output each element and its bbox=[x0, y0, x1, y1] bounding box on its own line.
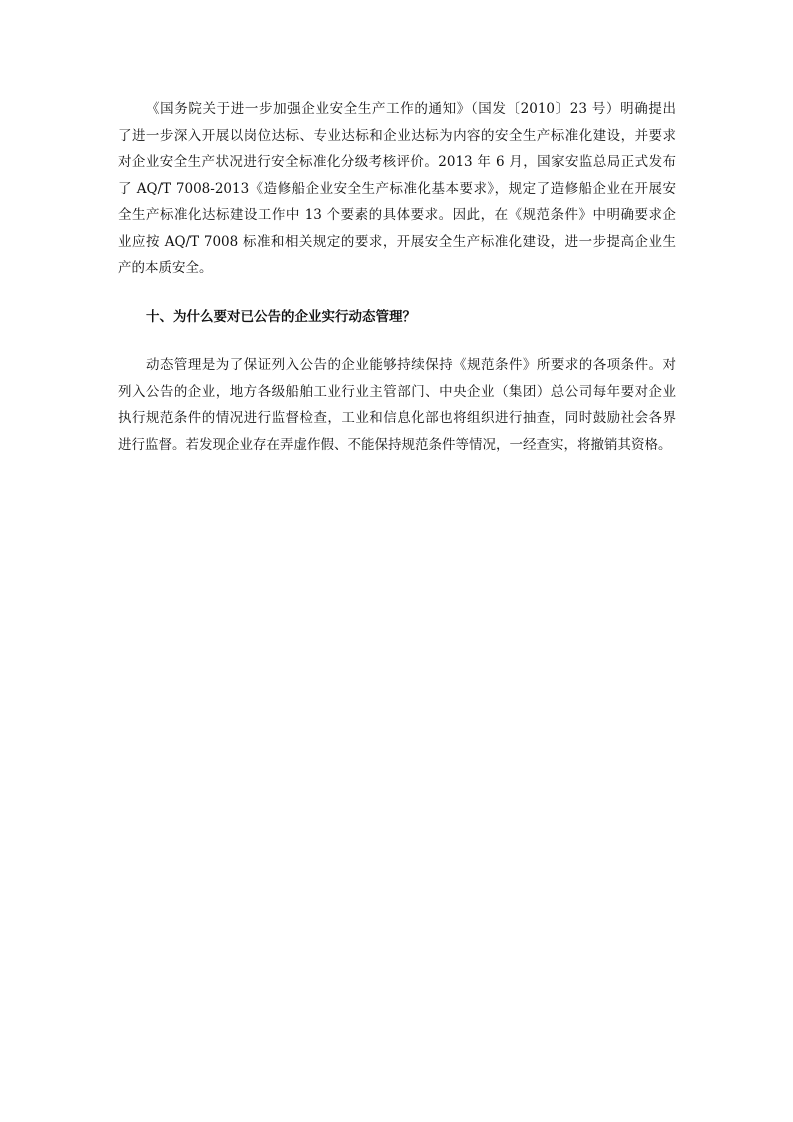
paragraph-line: 全生产标准化达标建设工作中 13 个要素的具体要求。因此，在《规范条件》中明确要求企 bbox=[118, 207, 676, 223]
paragraph-line: 产的本质安全。 bbox=[118, 260, 213, 276]
document-body bbox=[118, 96, 676, 458]
section-heading: 十、为什么要对已公告的企业实行动态管理？ bbox=[146, 308, 416, 325]
paragraph-work-safety-standardization bbox=[118, 96, 676, 282]
paragraph-line: 了进一步深入开展以岗位达标、专业达标和企业达标为内容的安全生产标准化建设，并要求 bbox=[118, 127, 676, 144]
paragraph-line: 列入公告的企业，地方各级船舶工业行业主管部门、中央企业（集团）总公司每年要对企业 bbox=[118, 383, 676, 400]
paragraph-dynamic-management bbox=[118, 352, 676, 458]
paragraph-line: 动态管理是为了保证列入公告的企业能够持续保持《规范条件》所要求的各项条件。对 bbox=[146, 357, 676, 373]
paragraph-line: 《国务院关于进一步加强企业安全生产工作的通知》（国发〔2010〕23 号）明确提出 bbox=[146, 101, 676, 117]
paragraph-line: 对企业安全生产状况进行安全标准化分级考核评价。2013 年 6 月，国家安监总局正式发布 bbox=[118, 154, 676, 170]
paragraph-line: 进行监督。若发现企业存在弄虚作假、不能保持规范条件等情况，一经查实，将撤销其资格。 bbox=[118, 436, 672, 453]
paragraph-line: 了 AQ/T 7008-2013《造修船企业安全生产标准化基本要求》，规定了造修船企业在开展安 bbox=[118, 180, 676, 197]
paragraph-line: 执行规范条件的情况进行监督检查，工业和信息化部也将组织进行抽查，同时鼓励社会各界 bbox=[118, 410, 676, 426]
paragraph-line: 业应按 AQ/T 7008 标准和相关规定的要求，开展安全生产标准化建设，进一步提高企业生 bbox=[118, 233, 676, 250]
